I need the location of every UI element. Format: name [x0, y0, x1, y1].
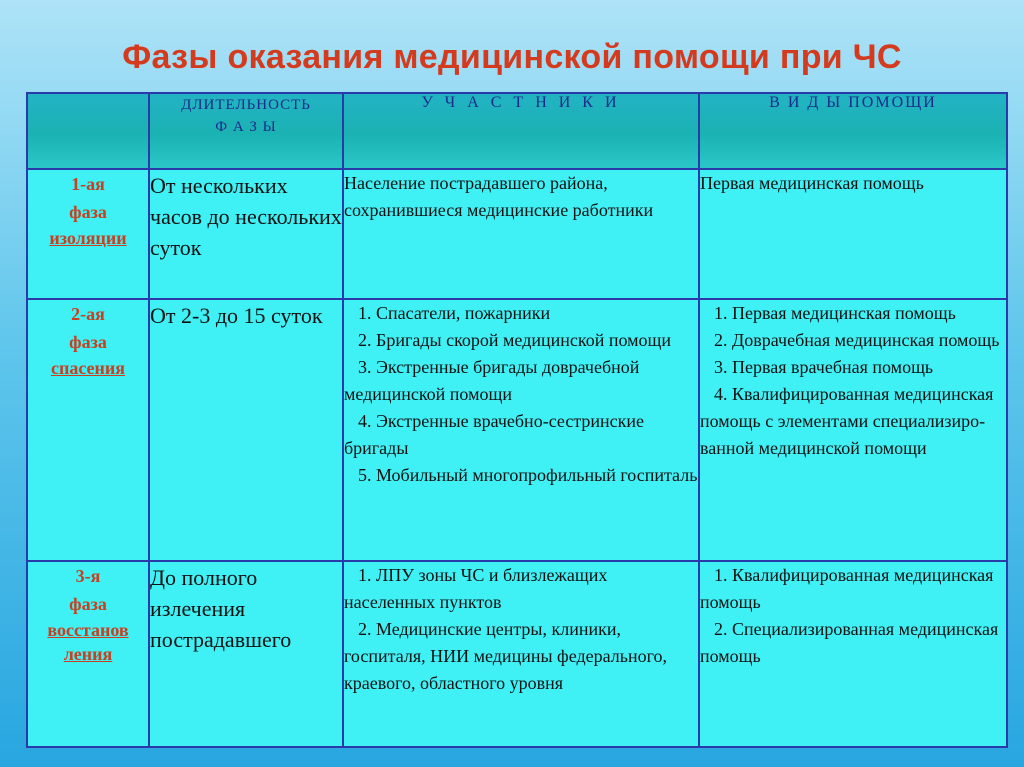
phase-word: фаза	[69, 594, 107, 614]
help-item: 3. Первая врачебная помощь	[714, 357, 934, 377]
phase-word: фаза	[69, 332, 107, 352]
help-cell	[699, 561, 1007, 747]
phase-name: восстанов	[47, 620, 129, 640]
participant-item: 3. Экстренные бригады доврачебной медицинской помощи	[344, 357, 640, 404]
participant-item: 2. Бригады скорой медицинской помощи	[358, 330, 672, 350]
header-duration: ДЛИТЕЛЬНОСТЬ Ф А З Ы	[149, 93, 343, 169]
duration-cell: От 2-3 до 15 суток	[149, 299, 343, 561]
phase-number: 1-ая	[71, 174, 105, 194]
phase-cell	[27, 299, 149, 561]
phase-word: фаза	[69, 202, 107, 222]
phase-cell	[27, 561, 149, 747]
phase-cell	[27, 169, 149, 299]
phase-name: ления	[63, 644, 113, 664]
table-row	[27, 169, 1007, 299]
page-title: Фазы оказания медицинской помощи при ЧС	[122, 38, 902, 76]
header-help-types: В И Д Ы ПОМОЩИ	[699, 93, 1007, 169]
help-item: 2. Специализированная медицинская помощь	[700, 619, 999, 666]
participants-cell	[343, 561, 699, 747]
table-row	[27, 299, 1007, 561]
participants-cell	[343, 299, 699, 561]
help-item: Первая медицинская помощь	[700, 173, 924, 193]
help-item: 1. Первая медицинская помощь	[714, 303, 956, 323]
participant-item: 1. ЛПУ зоны ЧС и близлежащих населенных пунктов	[344, 565, 608, 612]
help-cell	[699, 299, 1007, 561]
help-cell	[699, 169, 1007, 299]
phase-name: изоляции	[49, 228, 127, 248]
participant-item: Население пострадавшего района, сохранившиеся медицинские работники	[344, 173, 654, 220]
phase-number: 2-ая	[71, 304, 105, 324]
participants-cell	[343, 169, 699, 299]
participant-item: 4. Экстренные врачебно-сестринские бригады	[344, 411, 645, 458]
help-item: 2. Доврачебная медицинская помощь	[714, 330, 1000, 350]
table-row	[27, 561, 1007, 747]
duration-cell: От нескольких часов до нескольких суток	[149, 169, 343, 299]
participant-item: 2. Медицинские центры, клиники, госпиталя, НИИ медицины федерального, краевого, областного уровня	[344, 619, 668, 693]
phase-name: спасения	[50, 358, 126, 378]
phase-number: 3-я	[75, 566, 101, 586]
participant-item: 1. Спасатели, пожарники	[358, 303, 551, 323]
help-item: 4. Квалифицированная медицинская помощь с элементами специализиро-ванной медицинской помощи	[700, 384, 994, 458]
header-phase-cell	[27, 93, 149, 169]
duration-cell: До полного излечения пострадавшего	[149, 561, 343, 747]
help-item: 1. Квалифицированная медицинская помощь	[700, 565, 994, 612]
header-row	[27, 93, 1007, 169]
participant-item: 5. Мобильный многопрофильный госпиталь	[358, 465, 698, 485]
phases-table	[26, 92, 1008, 748]
header-participants: У Ч А С Т Н И К И	[343, 93, 699, 169]
